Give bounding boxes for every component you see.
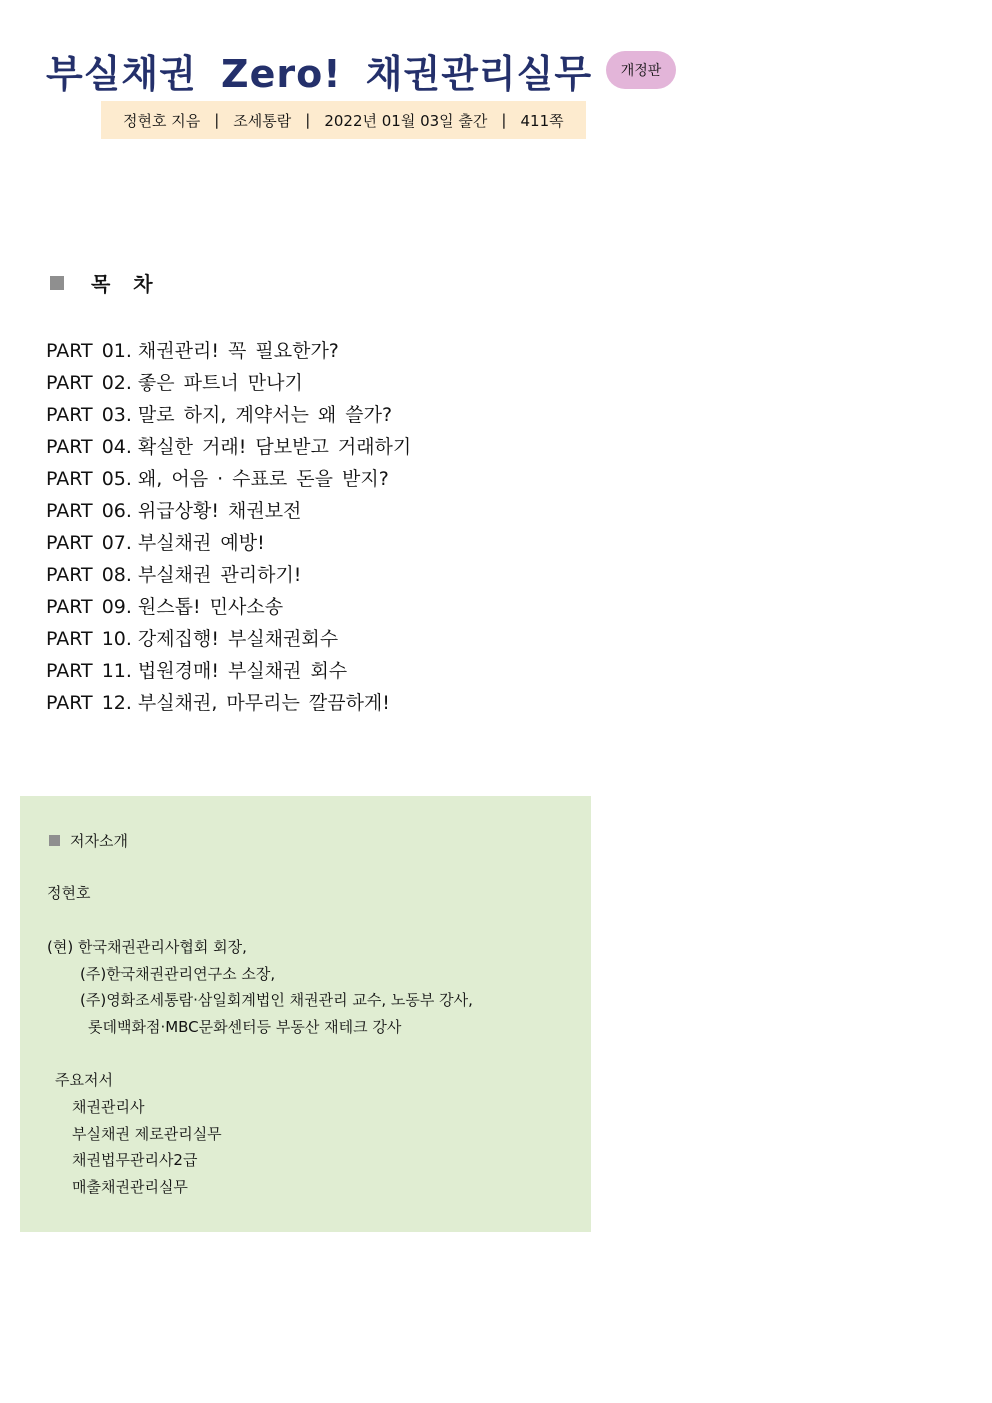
- toc-part-number: PART 06.: [46, 500, 132, 522]
- meta-date: 2022년 01월 03일 출간: [324, 111, 488, 130]
- toc-part-title: 좋은 파트너 만나기: [137, 372, 303, 394]
- toc-item: [46, 527, 646, 559]
- toc-part-title: 법원경매! 부실채권 회수: [137, 660, 348, 682]
- toc-heading: [50, 268, 161, 297]
- toc-part-title: 말로 하지, 계약서는 왜 쓸가?: [137, 404, 393, 426]
- works-item: 매출채권관리실무: [72, 1178, 188, 1196]
- toc-item: [46, 495, 646, 527]
- toc-part-number: PART 10.: [46, 628, 132, 650]
- toc-part-number: PART 12.: [46, 692, 132, 714]
- works-heading: 주요저서: [55, 1071, 113, 1089]
- meta-separator: |: [214, 111, 220, 129]
- toc-part-number: PART 03.: [46, 404, 132, 426]
- toc-part-number: PART 11.: [46, 660, 132, 682]
- toc-part-title: 채권관리! 꼭 필요한가?: [137, 340, 339, 362]
- square-bullet-icon: [49, 835, 60, 846]
- works-item: 채권관리사: [72, 1098, 145, 1116]
- toc-part-title: 위급상황! 채권보전: [137, 500, 302, 522]
- toc-part-number: PART 08.: [46, 564, 132, 586]
- toc-part-number: PART 02.: [46, 372, 132, 394]
- meta-pages: 411쪽: [520, 111, 564, 130]
- author-heading-label: 저자소개: [70, 832, 128, 850]
- toc-list: [46, 335, 646, 719]
- toc-item: [46, 591, 646, 623]
- toc-item: [46, 687, 646, 719]
- book-title: 부실채권 Zero! 채권관리실무: [46, 51, 593, 96]
- toc-heading-label: 목 차: [91, 272, 161, 296]
- toc-item: [46, 399, 646, 431]
- meta-author: 정현호 지음: [123, 111, 201, 130]
- career-line: (현) 한국채권관리사협회 회장,: [47, 938, 247, 956]
- toc-item: [46, 367, 646, 399]
- toc-part-title: 왜, 어음 · 수표로 돈을 받지?: [137, 468, 389, 490]
- works-item: 채권법무관리사2급: [72, 1151, 198, 1169]
- toc-part-title: 부실채권 관리하기!: [137, 564, 302, 586]
- author-heading: [49, 830, 128, 851]
- toc-part-title: 강제집행! 부실채권회수: [137, 628, 339, 650]
- toc-part-number: PART 09.: [46, 596, 132, 618]
- toc-item: [46, 431, 646, 463]
- toc-item: [46, 623, 646, 655]
- author-name: 정현호: [47, 884, 91, 902]
- toc-item: [46, 655, 646, 687]
- toc-part-number: PART 01.: [46, 340, 132, 362]
- meta-separator: |: [501, 111, 507, 129]
- works-item: 부실채권 제로관리실무: [72, 1125, 222, 1143]
- author-intro-box: [20, 796, 591, 1232]
- toc-part-number: PART 05.: [46, 468, 132, 490]
- career-line: (주)한국채권관리연구소 소장,: [80, 965, 276, 983]
- toc-part-title: 확실한 거래! 담보받고 거래하기: [137, 436, 412, 458]
- toc-item: [46, 463, 646, 495]
- toc-item: [46, 335, 646, 367]
- career-line: (주)영화조세통람·삼일회계법인 채권관리 교수, 노동부 강사,: [80, 991, 473, 1009]
- toc-item: [46, 559, 646, 591]
- edition-badge: 개정판: [606, 51, 676, 89]
- toc-part-title: 부실채권 예방!: [137, 532, 265, 554]
- square-bullet-icon: [50, 276, 64, 290]
- meta-publisher: 조세통람: [233, 111, 292, 130]
- book-meta-bar: [101, 101, 586, 139]
- toc-part-title: 원스톱! 민사소송: [137, 596, 284, 618]
- toc-part-number: PART 04.: [46, 436, 132, 458]
- toc-part-title: 부실채권, 마무리는 깔끔하게!: [137, 692, 390, 714]
- meta-separator: |: [305, 111, 311, 129]
- book-header: [46, 42, 676, 98]
- career-line: 롯데백화점·MBC문화센터등 부동산 재테크 강사: [88, 1018, 402, 1036]
- toc-part-number: PART 07.: [46, 532, 132, 554]
